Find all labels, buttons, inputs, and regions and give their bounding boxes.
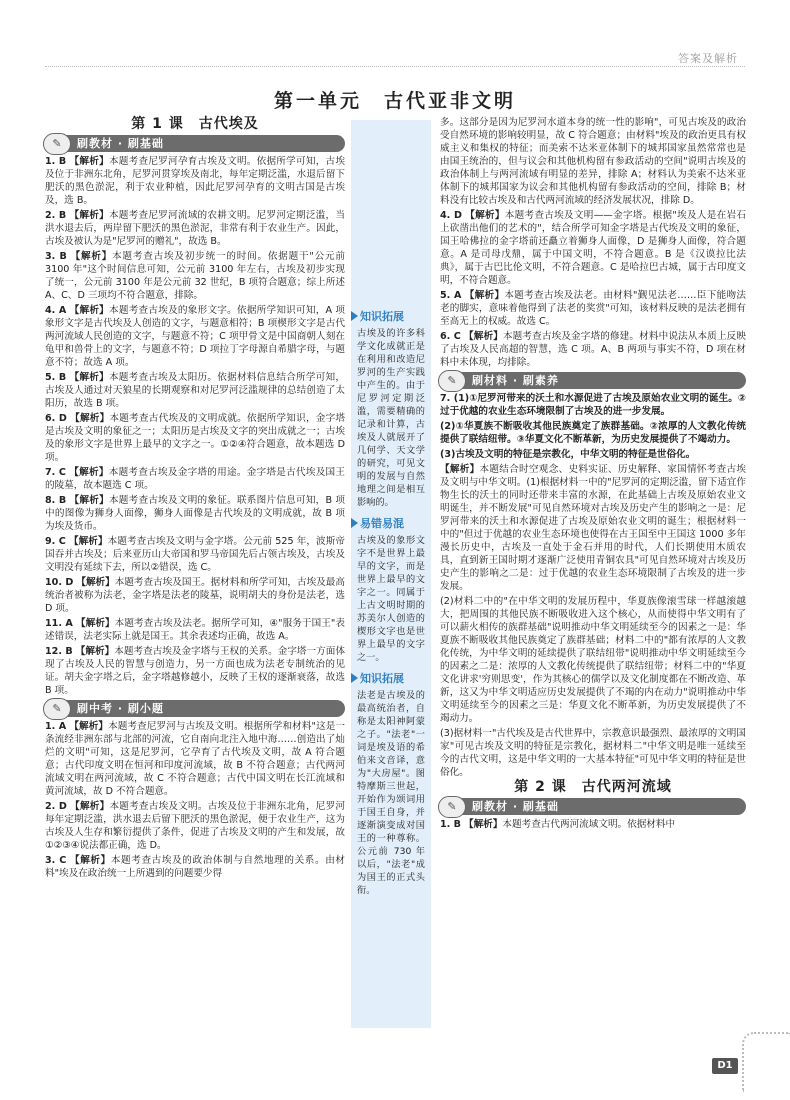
right-column [440,116,746,833]
section-banner [440,372,746,389]
left-column [45,116,345,882]
answer-item: 12. B 【解析】本题考查古埃及金字塔与王权的关系。金字塔一方面体现了古埃及人民的智慧与创造力，另一方面也成为法老专制统治的见证。胡夫金字塔之后，金字塔越修越小，反映了王权的逐渐衰落，故选 B 项。 [45,646,345,696]
answer-item: 4. A 【解析】本题考查古埃及的象形文字。依据所学知识可知，A 项象形文字是古代埃及人创造的文字，与题意相符；B 项楔形文字是古代两河流域人民创造的文字，与题意不符；C 项甲骨文是中国商朝人刻在龟甲和兽骨上的文字，与题意不符；D 项拉丁字母源自希腊字母，与题意不符；故选 A 项。 [45,305,345,368]
answer-item: 7. C 【解析】本题考查古埃及金字塔的用途。金字塔是古代埃及国王的陵墓，故本题选 C 项。 [45,467,346,491]
answer-item: 2. D 【解析】本题考查古埃及文明。古埃及位于非洲东北角，尼罗河每年定期泛滥，洪水退去后留下肥沃的黑色淤泥，便于农业生产，这为古埃及人生存和繁衍提供了条件，促进了古埃及文明的产生和发展，故①②③④说法都正确，选 D。 [45,801,346,851]
answer-item: 3. C 【解析】本题考查古埃及的政治体制与自然地理的关系。由材料"埃及在政治统一上所遇到的问题要少得 [45,855,346,879]
answer-item: 9. C 【解析】本题考查古埃及文明与金字塔。公元前 525 年，波斯帝国吞并古埃及；后来亚历山大帝国和罗马帝国先后占领古埃及，古埃及文明没有延续下去，所以②错误，选 C。 [45,536,345,573]
note-heading: 知识拓展 [351,308,431,324]
answer-item: 6. C 【解析】本题考查古埃及金字塔的修建。材料中说法从本质上反映了古埃及人民高超的智慧，选 C 项。A、B 两项与事实不符，D 项在材料中未体现，均排除。 [440,331,747,368]
q7-explanation-3: (3)据材料一"古代埃及是古代世界中，宗教意识最强烈、最浓厚的文明国家"可见古埃及文明的特征是宗教化，据材料二"中华文明是唯一延续至今的古代文明，这是中华文明的一大基本特征"可见中华文明的特征是世俗化。 [440,728,746,778]
note-heading: 易错易混 [351,515,431,531]
note-body: 古埃及的许多科学文化成就正是在利用和改造尼罗河的生产实践中产生的。由于尼罗河定期泛滥，需要精确的记录和计算，古埃及人就展开了几何学、天文学的研究，可见文明的发展与自然地理之间是相互影响的。 [357,328,425,508]
answer-item: 1. B 【解析】本题考查尼罗河孕育古埃及文明。依据所学可知，古埃及位于非洲东北角，尼罗河贯穿埃及南北，每年定期泛滥，水退后留下肥沃的黑色淤泥，利于农业种植，因此尼罗河孕育的文明古国是古埃及，选 B。 [45,156,345,206]
unit-title: 第一单元 古代亚非文明 [273,90,516,112]
answer-list [440,209,746,369]
book-icon: ✎ [438,370,466,392]
answer-item: 8. B 【解析】本题考查古埃及文明的象征。联系图片信息可知，B 项中的图像为狮身人面像，狮身人面像是古代埃及的文明成就，故 B 项为埃及货币。 [45,495,345,532]
header-label: 答案及解析 [678,52,738,65]
answer-item: 3. B 【解析】本题考查古埃及初步统一的时间。依据题干"公元前 3100 年"这个时间信息可知，公元前 3100 年左右，古埃及初步实现了统一，公元前 3100 年是公元前 32 世纪，B 项符合题意；综上所述 A、C、D 三项均不符合题意，排除。 [45,251,345,301]
answer-list [45,155,345,697]
banner-label: 刷材料 · 刷素养 [472,374,559,387]
banner-label: 刷教材 · 刷基础 [472,800,559,813]
banner-label: 刷教材 · 刷基础 [77,137,164,150]
arrow-icon [351,673,358,683]
answer-item: 10. D 【解析】本题考查古埃及国王。据材料和所学可知，古埃及最高统治者被称为法老，金字塔是法老的陵墓，说明胡夫的身份是法老，选 D 项。 [45,577,345,614]
answer-item: 6. D 【解析】本题考查古代埃及的文明成就。依据所学知识，金字塔是古埃及文明的象征之一；太阳历是古埃及文字的突出成就之一；古埃及的象形文字是世界上最早的文字之一。①②④符合题意，故本题选 D 项。 [45,413,346,463]
corner-decoration [742,1032,790,1092]
q7-answer-3: (3)古埃及文明的特征是宗教化，中华文明的特征是世俗化。 [440,449,696,460]
lesson-title: 第 2 课 古代两河流域 [514,779,672,795]
section-banner [440,798,746,815]
section-banner [45,135,345,152]
answer-item: 4. D 【解析】本题考查古埃及文明——金字塔。根据"埃及人是在岩石上砍凿出他们的艺术的"，结合所学可知金字塔是古代埃及文明的象征，国王哈佛拉的金字塔前还矗立着狮身人面像，D 是狮身人面像，符合题意。A 是司母戊鼎，属于中国文明，不符合题意。B 是《汉谟拉比法典》，属于古巴比伦文明，不符合题意。C 是哈拉巴古城，属于古印度文明，不符合题意。 [440,210,746,286]
answer-item: 1. B 【解析】本题考查古代两河流域文明。依据材料中 [440,819,676,830]
banner-label: 刷中考 · 刷小题 [77,702,164,715]
q7-answer-2: (2)①华夏族不断吸收其他民族奠定了族群基础。②浓厚的人文教化传统提供了联结纽带。③华夏文化不断革新，为历史发展提供了不竭动力。 [440,421,746,445]
answer-item: 5. B 【解析】本题考查古埃及太阳历。依据材料信息结合所学可知，古埃及人通过对天狼星的长期观察和对尼罗河泛滥规律的总结创造了太阳历，故选 B 项。 [45,372,345,409]
q7-explanation-2: (2)材料二中的"在中华文明的发展历程中，华夏族像滚雪球一样越滚越大，把周围的其他民族不断吸收进入这个核心，从而使得中华文明有了可以薪火相传的族群基础"说明推动中华文明延续至今的因素之一是：华夏族不断吸收其他民族奠定了族群基础；材料二中的"都有浓厚的人文教化传统，为中华文明的延续提供了联结纽带"说明推动中华文明延续至今的因素之二是：浓厚的人文教化传统提供了联结纽带；材料二中的"华夏文化讲求'穷则思变'，作为其核心的儒学以及文化制度都在不断改造、革新，这又为中华文明适应历史发展提供了不竭的内在动力"说明推动中华文明延续至今的因素之三是：华夏文化不断革新，为历史发展提供了不竭动力。 [440,596,746,724]
notes-sidebar [351,120,431,1028]
answer-item: 1. A 【解析】本题考查尼罗河与古埃及文明。根据所学和材料"这是一条流经非洲东部与北部的河流，它自南向北注入地中海……创造出了灿烂的文明"可知，这是尼罗河，它孕育了古代埃及文明，故 A 符合题意；古代印度文明在恒河和印度河流域，故 B 不符合题意；古代两河流域文明在两河流域，故 C 不符合题意；古代中国文明在长江流域和黄河流域，故 D 不符合题意。 [45,721,345,797]
arrow-icon [351,518,358,528]
arrow-icon [351,311,358,321]
section-banner [45,700,345,717]
answer-item: 5. A 【解析】本题考查古埃及法老。由材料"觐见法老……臣下能吻法老的脚实，意味着他得到了法老的奖赏"可知，该材料反映的是法老拥有至高无上的权威。故选 C。 [440,290,746,327]
note-body: 法老是古埃及的最高统治者，自称是太阳神阿蒙之子。"法老"一词是埃及语的希伯来文音译，意为"大房屋"。图特摩斯三世起，开始作为颂词用于国王自身，并逐渐演变成对国王的一种尊称。公元前 730 年以后，"法老"成为国王的正式头衔。 [357,690,425,896]
note-heading: 知识拓展 [351,670,431,686]
q7-answer-1: 7. (1)①尼罗河带来的沃土和水源促进了古埃及原始农业文明的诞生。②过于优越的农业生态环境限制了古埃及的进一步发展。 [440,393,746,417]
answer-item: 2. B 【解析】本题考查尼罗河流域的农耕文明。尼罗河定期泛滥，当洪水退去后，两岸留下肥沃的黑色淤泥，非常有利于农业生产。因此，古埃及被认为是"尼罗河的赠礼"，故选 B。 [45,210,345,247]
answer-continuation: 多。这部分是因为尼罗河水道本身的统一性的影响"，可见古埃及的政治受自然环境的影响较明显，故 C 符合题意；由材料"埃及的政治更具有权威主义和集权的特征；而美索不达米亚体制下的城邦国家虽然常常也是由国王统治的，但与议会和其他机构留有参政活动的空间"说明古埃及的政治体制上与两河流域有明显的差异，排除 A；材料认为美索不达米亚体制下的城邦国家为议会和其他机构留有参政活动的空间，排除 B；材料没有比较古埃及和古代两河流域的经济发展状况，排除 D。 [440,117,746,206]
page-number: D1 [712,1058,738,1074]
answer-list [45,720,345,880]
book-icon: ✎ [43,698,71,720]
header-divider [45,66,745,67]
analysis-tag: 【解析】 [440,464,480,475]
q7-explanation: 【解析】本题结合时空观念、史料实证、历史解释、家国情怀考查古埃及文明与中华文明。(1)根据材料一中的"尼罗河的定期泛滥，留下适宜作物生长的沃土的同时还带来丰富的水源，在此基础上古埃及原始农业文明诞生，并不断发展"可见自然环境对古埃及历史产生的影响之一是：尼罗河带来的沃土和水源促进了古埃及原始农业文明的诞生；根据材料一中的"但过于优越的农业生态环境也使得在古王国至中王国这 1000 多年漫长历史中，古埃及一直处于金石并用的时代，人们长期使用木质农具，直到新王国时期才逐渐广泛使用青铜农具"可见自然环境对古埃及历史产生的影响之二是：过于优越的农业生态环境限制了古埃及的进一步发展。 [440,464,747,592]
answer-item: 11. A 【解析】本题考查古埃及法老。据所学可知，④"服务于国王"表述错误，法老实际上就是国王。其余表述均正确，故选 A。 [45,618,345,642]
note-body: 古埃及的象形文字不是世界上最早的文字，而是世界上最早的文字之一。同属于上古文明时期的苏美尔人创造的楔形文字也是世界上最早的文字之一。 [357,535,425,663]
book-icon: ✎ [43,133,71,155]
book-icon: ✎ [438,796,466,818]
lesson-title: 第 1 课 古代埃及 [131,116,259,132]
